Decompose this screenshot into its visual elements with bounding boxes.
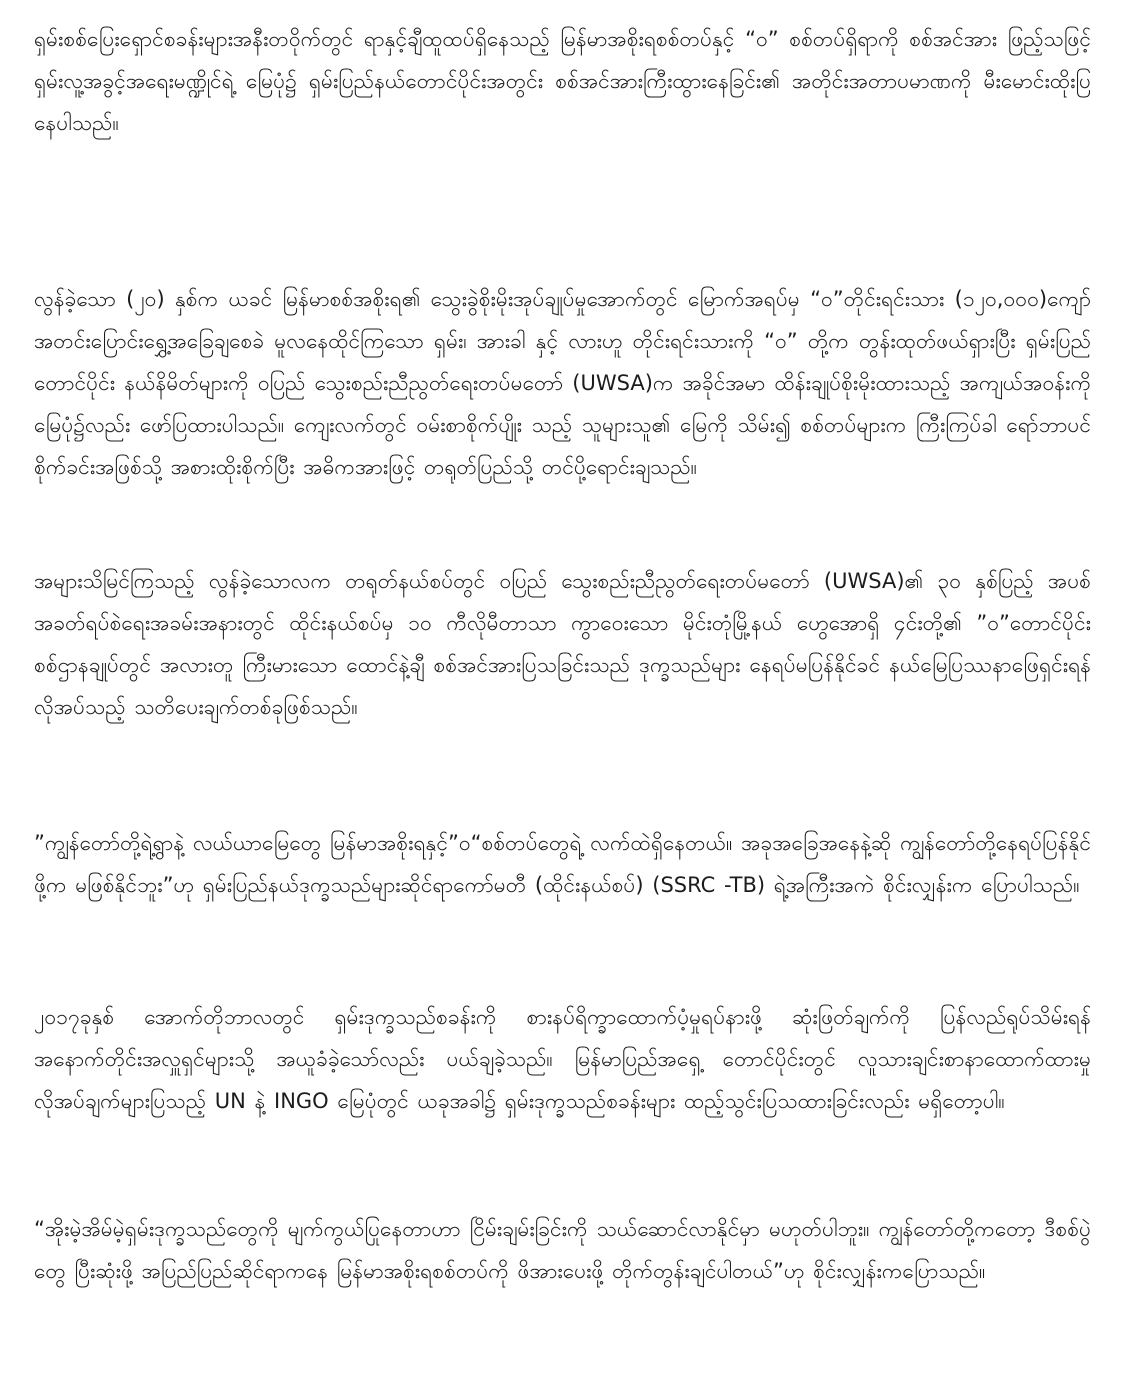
paragraph-2: လွန်ခဲ့သော (၂၀) နှစ်က ယခင် မြန်မာစစ်အစိုးရ၏ သွေးခွဲစိုးမိုးအုပ်ချုပ်မှုအောက်တွင် မြောက်အရပ်မှ “ဝ”တိုင်းရင်းသား (၁၂၀,၀၀၀)ကျော် အတင်းပြောင်းရွှေ့အခြေချစေခဲ မူလနေထိုင်ကြသော ရှမ်း၊ အားခါ နှင့် လားဟူ တိုင်းရင်းသားကို “ဝ” တို့က တွန်းထုတ်ဖယ်ရှားပြီး ရှမ်းပြည်တောင်ပိုင်း နယ်နိမိတ်များကို ဝပြည် သွေးစည်းညီညွတ်ရေးတပ်မတော် (UWSA)က အခိုင်အမာ ထိန်းချုပ်စိုးမိုးထားသည့် အကျယ်အဝန်းကို မြေပုံ၌လည်း ဖော်ပြထားပါသည်။ ကျေးလက်တွင် ဝမ်းစာစိုက်ပျိုး သည့် သူများသူ၏ မြေကို သိမ်း၍ စစ်တပ်များက ကြီးကြပ်ခါ ရော်ဘာပင်စိုက်ခင်းအဖြစ်သို့ အစားထိုးစိုက်ပြီး အဓိကအားဖြင့် တရုတ်ပြည်သို့ တင်ပို့ရောင်းချသည်။ (34, 287, 1092, 479)
paragraph-5: ၂၀၁၇ခုနှစ် အောက်တိုဘာလတွင် ရှမ်းဒုက္ခသည်စခန်းကို စားနပ်ရိက္ခာထောက်ပံ့မှုရပ်နားဖို့ ဆုံးဖြတ်ချက်ကို ပြန်လည်ရုပ်သိမ်းရန် အနောက်တိုင်းအလှူရှင်များသို့ အယူခံခဲ့သော်လည်း ပယ်ချခဲ့သည်။ မြန်မာပြည်အရှေ့ တောင်ပိုင်းတွင် လူသားချင်းစာနာထောက်ထားမှု လိုအပ်ချက်များပြသည့် UN နဲ့ INGO မြေပုံတွင် ယခုအခါ၌ ရှမ်းဒုက္ခသည်စခန်းများ ထည့်သွင်းပြသထားခြင်းလည်း မရှိတော့ပါ။ (34, 1005, 1091, 1113)
paragraph-3: အများသိမြင်ကြသည့် လွန်ခဲ့သောလက တရုတ်နယ်စပ်တွင် ဝပြည် သွေးစည်းညီညွတ်ရေးတပ်မတော် (UWSA)၏ ၃၀ နှစ်ပြည့် အပစ်အခတ်ရပ်စဲရေးအခမ်းအနားတွင် ထိုင်းနယ်စပ်မှ ၁၀ ကီလိုမီတာသာ ကွာဝေးသော မိုင်းတုံမြို့နယ် ဟွေအောရှိ ၄င်းတို့၏ ”ဝ”တောင်ပိုင်းစစ်ဌာနချုပ်တွင် အလားတူ ကြီးမားသော ထောင်နဲ့ချီ စစ်အင်အားပြသခြင်းသည် ဒုက္ခသည်များ နေရပ်မပြန်နိုင်ခင် နယ်မြေပြဿနာဖြေရှင်းရန် လိုအပ်သည့် သတိပေးချက်တစ်ခုဖြစ်သည်။ (34, 569, 1091, 719)
paragraph-4-quote: ”ကျွန်တော်တို့ရဲ့ရွာနဲ့ လယ်ယာမြေတွေ မြန်မာအစိုးရနှင့်”ဝ“စစ်တပ်တွေရဲ့ လက်ထဲရှိနေတယ်။ အခုအခြေအနေနဲ့ဆို ကျွန်တော်တို့နေရပ်ပြန်နိုင်ဖို့က မဖြစ်နိုင်ဘူး”ဟု ရှမ်းပြည်နယ်ဒုက္ခသည်များဆိုင်ရာကော်မတီ (ထိုင်းနယ်စပ်) (SSRC -TB) ရဲ့အကြီးအကဲ စိုင်းလျှန်းက ပြောပါသည်။ (34, 831, 1091, 897)
paragraph-1: ရှမ်းစစ်ပြေးရှောင်စခန်းများအနီးတဝိုက်တွင် ရာနှင့်ချီထူထပ်ရှိနေသည့် မြန်မာအစိုးရစစ်တပ်နှင့် “ဝ” စစ်တပ်ရှိရာကို စစ်အင်အား ဖြည့်သဖြင့် ရှမ်းလူ့အခွင့်အရေးမဏ္ဍိုင်ရဲ့ မြေပုံ၌ ရှမ်းပြည်နယ်တောင်ပိုင်းအတွင်း စစ်အင်အားကြီးထွားနေခြင်း၏ အတိုင်းအတာပမာဏကို မီးမောင်းထိုးပြနေပါသည်။ (34, 27, 1091, 135)
paragraph-6-quote: “အိုးမဲ့အိမ်မဲ့ရှမ်းဒုက္ခသည်တွေကို မျက်ကွယ်ပြုနေတာဟာ ငြိမ်းချမ်းခြင်းကို သယ်ဆောင်လာနိုင်မှာ မဟုတ်ပါဘူး။ ကျွန်တော်တို့ကတော့ ဒီစစ်ပွဲတွေ ပြီးဆုံးဖို့ အပြည်ပြည်ဆိုင်ရာကနေ မြန်မာအစိုးရစစ်တပ်ကို ဖိအားပေးဖို့ တိုက်တွန်းချင်ပါတယ်”ဟု စိုင်းလျှန်းကပြောသည်။ (34, 1217, 1091, 1283)
